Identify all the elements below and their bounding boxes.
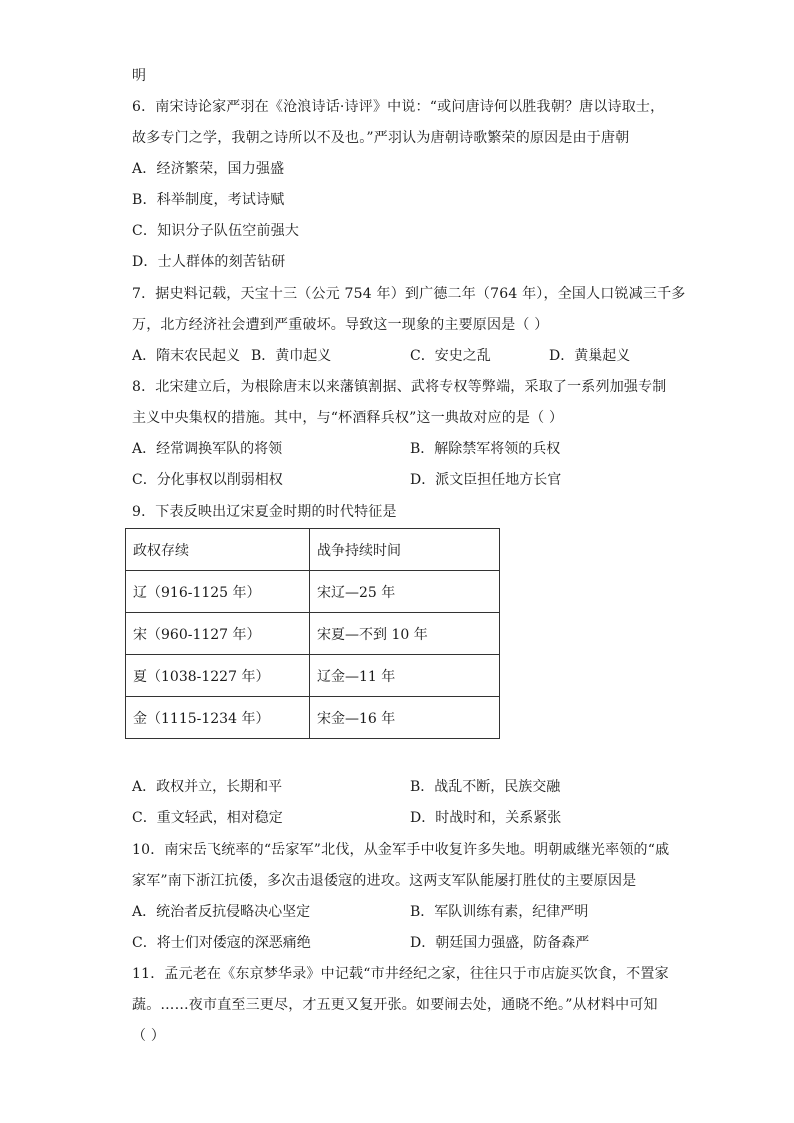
question-7-stem-line1: 7．据史料记载，天宝十三（公元 754 年）到广德二年（764 年），全国人口锐减三千多 bbox=[132, 286, 686, 302]
question-10-option-a[interactable]: A．统治者反抗侵略决心坚定 bbox=[132, 904, 311, 920]
question-10-stem-line1: 10．南宋岳飞统率的“岳家军”北伐，从金军手中收复许多失地。明朝戚继光率领的“戚 bbox=[132, 842, 670, 858]
regime-war-table bbox=[125, 528, 500, 739]
question-11-stem-line2: 蔬。……夜市直至三更尽，才五更又复开张。如要闹去处，通晓不绝。”从材料中可知 bbox=[132, 997, 658, 1013]
table-cell: 金（1115-1234 年） bbox=[126, 697, 310, 739]
question-7-option-b[interactable]: B．黄巾起义 bbox=[251, 348, 332, 364]
question-8-stem-line2: 主义中央集权的措施。其中，与“杯酒释兵权”这一典故对应的是（ ） bbox=[132, 410, 564, 426]
question-10-option-c[interactable]: C．将士们对倭寇的深恶痛绝 bbox=[132, 935, 311, 951]
question-6-stem-line1: 6．南宋诗论家严羽在《沧浪诗话·诗评》中说：“或问唐诗何以胜我朝？唐以诗取士， bbox=[132, 99, 665, 115]
table-cell: 辽（916-1125 年） bbox=[126, 571, 310, 613]
question-10-option-b[interactable]: B．军队训练有素，纪律严明 bbox=[410, 904, 589, 920]
table-cell: 宋辽—25 年 bbox=[310, 571, 500, 613]
table-header-cell: 战争持续时间 bbox=[310, 529, 500, 571]
continued-text: 明 bbox=[132, 68, 147, 84]
question-9-option-a[interactable]: A．政权并立，长期和平 bbox=[132, 779, 283, 795]
table-header-row bbox=[126, 529, 500, 571]
question-11-stem-line1: 11．孟元老在《东京梦华录》中记载“市井经纪之家，往往只于市店旋买饮食，不置家 bbox=[132, 966, 669, 982]
table-row bbox=[126, 613, 500, 655]
question-8-option-c[interactable]: C．分化事权以削弱相权 bbox=[132, 472, 283, 488]
question-8-option-b[interactable]: B．解除禁军将领的兵权 bbox=[410, 441, 561, 457]
question-7-option-c[interactable]: C．安史之乱 bbox=[410, 348, 491, 364]
question-7-option-d[interactable]: D．黄巢起义 bbox=[549, 348, 631, 364]
question-6-option-d[interactable]: D．士人群体的刻苦钻研 bbox=[132, 254, 286, 270]
question-8-stem-line1: 8．北宋建立后，为根除唐末以来藩镇割据、武将专权等弊端，采取了一系列加强专制 bbox=[132, 379, 667, 395]
question-7-stem-line2: 万，北方经济社会遭到严重破坏。导致这一现象的主要原因是（ ） bbox=[132, 317, 549, 333]
question-6-option-c[interactable]: C．知识分子队伍空前强大 bbox=[132, 223, 300, 239]
question-11-answer-blank: （ ） bbox=[132, 1028, 166, 1044]
table-row bbox=[126, 697, 500, 739]
question-9-option-d[interactable]: D．时战时和，关系紧张 bbox=[410, 810, 562, 826]
question-8-option-a[interactable]: A．经常调换军队的将领 bbox=[132, 441, 283, 457]
table-cell: 辽金—11 年 bbox=[310, 655, 500, 697]
table-cell: 宋夏—不到 10 年 bbox=[310, 613, 500, 655]
question-10-option-d[interactable]: D．朝廷国力强盛，防备森严 bbox=[410, 935, 590, 951]
table-cell: 宋（960-1127 年） bbox=[126, 613, 310, 655]
question-9-option-b[interactable]: B．战乱不断，民族交融 bbox=[410, 779, 561, 795]
question-9-stem: 9．下表反映出辽宋夏金时期的时代特征是 bbox=[132, 504, 397, 520]
question-8-option-d[interactable]: D．派文臣担任地方长官 bbox=[410, 472, 562, 488]
question-6-stem-line2: 故多专门之学，我朝之诗所以不及也。”严羽认为唐朝诗歌繁荣的原因是由于唐朝 bbox=[132, 130, 630, 146]
question-7-option-a[interactable]: A．隋末农民起义 bbox=[132, 348, 241, 364]
table-cell: 夏（1038-1227 年） bbox=[126, 655, 310, 697]
table-row bbox=[126, 655, 500, 697]
question-6-option-a[interactable]: A．经济繁荣，国力强盛 bbox=[132, 161, 285, 177]
question-9-option-c[interactable]: C．重文轻武，相对稳定 bbox=[132, 810, 283, 826]
table-header-cell: 政权存续 bbox=[126, 529, 310, 571]
question-10-stem-line2: 家军”南下浙江抗倭，多次击退倭寇的进攻。这两支军队能屡打胜仗的主要原因是 bbox=[132, 873, 637, 889]
table-row bbox=[126, 571, 500, 613]
table-cell: 宋金—16 年 bbox=[310, 697, 500, 739]
question-6-option-b[interactable]: B．科举制度，考试诗赋 bbox=[132, 192, 285, 208]
